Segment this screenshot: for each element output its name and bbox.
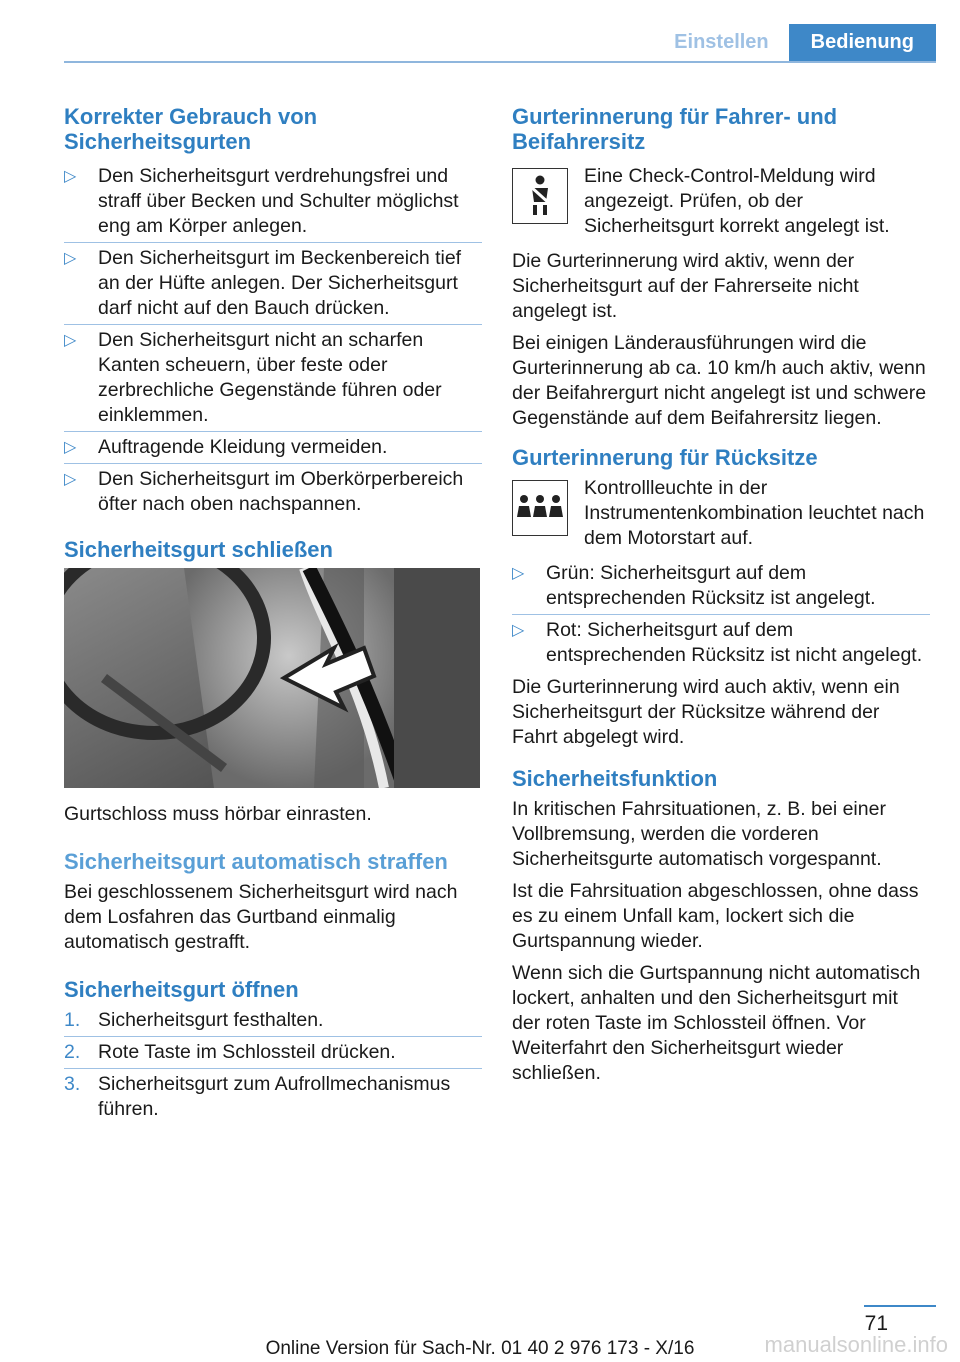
rear-reminder-row bbox=[512, 476, 930, 551]
left-column bbox=[64, 104, 482, 1129]
front-reminder-row bbox=[512, 164, 930, 239]
heading-reminder-front: Gurterinnerung für Fahrer- und Beifahrersitz bbox=[512, 104, 838, 154]
header-tabs bbox=[654, 24, 936, 61]
triangle-bullet-icon: ▷ bbox=[512, 565, 525, 582]
function-paragraph-1: In kritischen Fahrsituationen, z. B. bei einer Vollbremsung, werden die vorderen Sicherheitsgurte automatisch vorgespannt. bbox=[512, 798, 886, 870]
front-paragraph-1: Die Gurterinnerung wird aktiv, wenn der Sicherheitsgurt auf der Fahrerseite nicht angelegt ist. bbox=[512, 250, 859, 322]
list-item: ▷ Den Sicherheitsgurt verdrehungsfrei und straff über Becken und Schulter möglichst eng am Körper anlegen. bbox=[64, 164, 482, 239]
close-caption: Gurtschloss muss hörbar einrasten. bbox=[64, 803, 372, 825]
list-item: 2. Rote Taste im Schlossteil drücken. bbox=[64, 1040, 482, 1065]
triangle-bullet-icon: ▷ bbox=[64, 439, 77, 456]
triangle-bullet-icon: ▷ bbox=[512, 622, 525, 639]
heading-auto-tighten: Sicherheitsgurt automatisch straffen bbox=[64, 849, 448, 874]
triangle-bullet-icon: ▷ bbox=[64, 332, 77, 349]
heading-safety-function: Sicherheitsfunktion bbox=[512, 766, 718, 791]
list-item: ▷ Den Sicherheitsgurt nicht an scharfen Kanten scheuern, über feste oder zerbrechliche Gegenstände führen oder einklemmen. bbox=[64, 328, 482, 428]
tighten-text: Bei geschlossenem Sicherheitsgurt wird nach dem Losfahren das Gurtband einmalig automatisch gestrafft. bbox=[64, 881, 458, 953]
seatbelt-warning-icon bbox=[512, 168, 568, 224]
rear-paragraph: Die Gurterinnerung wird auch aktiv, wenn ein Sicherheitsgurt der Rücksitze während der Fahrt abgelegt wird. bbox=[512, 676, 900, 748]
heading-correct-use: Korrekter Gebrauch von Sicherheitsgurten bbox=[64, 104, 318, 154]
header-divider bbox=[64, 61, 936, 63]
footer-divider bbox=[864, 1305, 936, 1307]
tab-bedienung[interactable]: Bedienung bbox=[789, 24, 936, 61]
rear-icon-text: Kontrollleuchte in der Instrumentenkombination leuchtet nach dem Motorstart auf. bbox=[584, 477, 925, 549]
watermark: manualsonline.info bbox=[764, 1332, 948, 1357]
function-paragraph-3: Wenn sich die Gurtspannung nicht automatisch lockert, anhalten und den Sicherheitsgurt mit der roten Taste im Schlossteil öffnen. Vor Weiterfahrt den Sicherheitsgurt wieder schließen. bbox=[512, 962, 921, 1084]
footer-version-text: Online Version für Sach-Nr. 01 40 2 976 173 - X/16 bbox=[265, 1338, 695, 1359]
seatbelt-buckle-photo bbox=[64, 568, 480, 788]
list-item: ▷ Rot: Sicherheitsgurt auf dem entsprechenden Rücksitz ist nicht angelegt. bbox=[512, 619, 923, 666]
list-item: ▷ Den Sicherheitsgurt im Beckenbereich tief an der Hüfte anlegen. Der Sicherheitsgurt darf nicht auf den Bauch drücken. bbox=[64, 246, 482, 321]
heading-open-belt: Sicherheitsgurt öffnen bbox=[64, 977, 299, 1002]
right-column bbox=[512, 104, 930, 1093]
triangle-bullet-icon: ▷ bbox=[64, 168, 77, 185]
triangle-bullet-icon: ▷ bbox=[64, 471, 77, 488]
list-item: ▷ Auftragende Kleidung vermeiden. bbox=[64, 435, 482, 460]
heading-reminder-rear: Gurterinnerung für Rücksitze bbox=[512, 445, 818, 470]
heading-close-belt: Sicherheitsgurt schließen bbox=[64, 537, 333, 562]
page-number: 71 bbox=[864, 1312, 888, 1335]
list-item: 3. Sicherheitsgurt zum Aufrollmechanismus führen. bbox=[64, 1073, 451, 1120]
front-paragraph-2: Bei einigen Länderausführungen wird die Gurterinnerung ab ca. 10 km/h auch aktiv, wenn der Beifahrergurt nicht angelegt ist und schwere Gegenstände auf dem Beifahrersitz liegen. bbox=[512, 332, 927, 429]
list-item: ▷ Den Sicherheitsgurt im Oberkörperbereich öfter nach oben nachspannen. bbox=[64, 468, 464, 515]
rear-seats-icon bbox=[512, 480, 568, 536]
open-steps-list bbox=[64, 1008, 482, 1122]
function-paragraph-2: Ist die Fahrsituation abgeschlossen, ohne dass es zu einem Unfall kam, lockert sich die Gurtspannung wieder. bbox=[512, 880, 919, 952]
list-item: 1. Sicherheitsgurt festhalten. bbox=[64, 1008, 482, 1033]
rear-status-list bbox=[512, 561, 930, 668]
list-item: ▷ Grün: Sicherheitsgurt auf dem entsprechenden Rücksitz ist angelegt. bbox=[512, 561, 930, 611]
front-icon-text: Eine Check-Control-Meldung wird angezeigt. Prüfen, ob der Sicherheitsgurt korrekt angelegt ist. bbox=[584, 165, 890, 237]
correct-use-list bbox=[64, 164, 482, 517]
triangle-bullet-icon: ▷ bbox=[64, 250, 77, 267]
tab-einstellen[interactable]: Einstellen bbox=[654, 24, 788, 61]
